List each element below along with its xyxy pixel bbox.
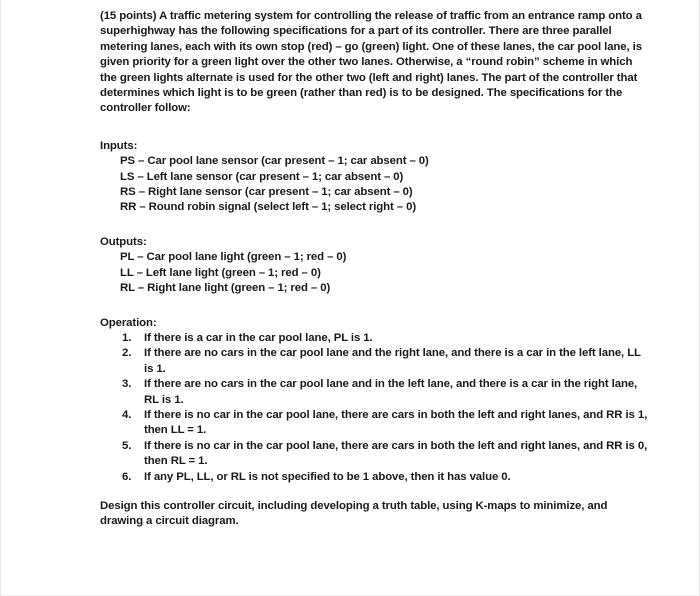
operation-line: is 1. bbox=[144, 362, 166, 375]
operation-number: 6. bbox=[122, 470, 132, 483]
operation-item bbox=[100, 331, 660, 346]
operation-line: RL is 1. bbox=[144, 393, 184, 406]
operation-heading: Operation: bbox=[100, 316, 157, 329]
intro-line: (15 points) A traffic metering system for controlling the release of traffic from an entrance ramp onto a bbox=[100, 10, 642, 22]
operation-item bbox=[100, 346, 660, 377]
intro-line: determines which light is to be green (rather than red) is to be designed. The specifications for the bbox=[100, 87, 623, 100]
operation-item bbox=[100, 470, 660, 485]
operation-line: If there is no car in the car pool lane, there are cars in both the left and right lanes, and RR is 1, bbox=[144, 408, 648, 421]
operation-number: 4. bbox=[122, 408, 132, 421]
operation-line: If there are no cars in the car pool lane and the right lane, and there is a car in the left lane, LL bbox=[144, 347, 641, 360]
output-item: RL – Right lane light (green – 1; red – 0) bbox=[120, 282, 331, 295]
inputs-list bbox=[120, 154, 660, 216]
operation-number: 2. bbox=[122, 347, 132, 360]
operation-section bbox=[100, 316, 660, 485]
operation-item bbox=[100, 439, 660, 470]
output-item: LL – Left lane light (green – 1; red – 0) bbox=[120, 266, 321, 279]
operation-line: If any PL, LL, or RL is not specified to be 1 above, then it has value 0. bbox=[144, 470, 511, 483]
problem-text bbox=[100, 9, 660, 530]
outputs-section bbox=[100, 235, 660, 297]
problem-intro bbox=[100, 9, 660, 117]
input-item: PS – Car pool lane sensor (car present – 1; car absent – 0) bbox=[120, 155, 429, 168]
inputs-section bbox=[100, 139, 660, 216]
outputs-list bbox=[120, 250, 660, 296]
operation-item bbox=[100, 377, 660, 408]
input-item: RS – Right lane sensor (car present – 1; car absent – 0) bbox=[120, 186, 413, 199]
operation-number: 1. bbox=[122, 331, 132, 344]
intro-line: controller follow: bbox=[100, 102, 191, 115]
intro-line: given priority for a green light over the other two lanes. Otherwise, a “round robin” scheme in which bbox=[100, 56, 633, 69]
closing-instructions bbox=[100, 499, 660, 530]
operation-line: then RL = 1. bbox=[144, 455, 208, 468]
intro-line: metering lanes, each with its own stop (red) – go (green) light. One of these lanes, the car pool lane, is bbox=[100, 40, 642, 53]
operation-number: 5. bbox=[122, 439, 132, 452]
input-item: RR – Round robin signal (select left – 1; select right – 0) bbox=[120, 201, 417, 214]
intro-line: the green lights alternate is used for the other two (left and right) lanes. The part of the controller that bbox=[100, 71, 638, 84]
operation-line: If there are no cars in the car pool lane and in the left lane, and there is a car in the right lane, bbox=[144, 378, 638, 391]
operation-number: 3. bbox=[122, 378, 132, 391]
inputs-heading: Inputs: bbox=[100, 139, 138, 152]
operation-list bbox=[100, 331, 660, 485]
outputs-heading: Outputs: bbox=[100, 235, 147, 248]
intro-line: superhighway has the following specifications for a part of its controller. There are three parallel bbox=[100, 25, 612, 38]
operation-line: then LL = 1. bbox=[144, 424, 207, 437]
input-item: LS – Left lane sensor (car present – 1; car absent – 0) bbox=[120, 170, 404, 183]
operation-line: If there is no car in the car pool lane, there are cars in both the left and right lanes, and RR is 0, bbox=[144, 439, 648, 452]
output-item: PL – Car pool lane light (green – 1; red – 0) bbox=[120, 251, 347, 264]
closing-line: drawing a circuit diagram. bbox=[100, 515, 239, 528]
operation-item bbox=[100, 408, 660, 439]
closing-line: Design this controller circuit, including developing a truth table, using K-maps to minimize, and bbox=[100, 499, 608, 512]
operation-line: If there is a car in the car pool lane, PL is 1. bbox=[144, 331, 373, 344]
